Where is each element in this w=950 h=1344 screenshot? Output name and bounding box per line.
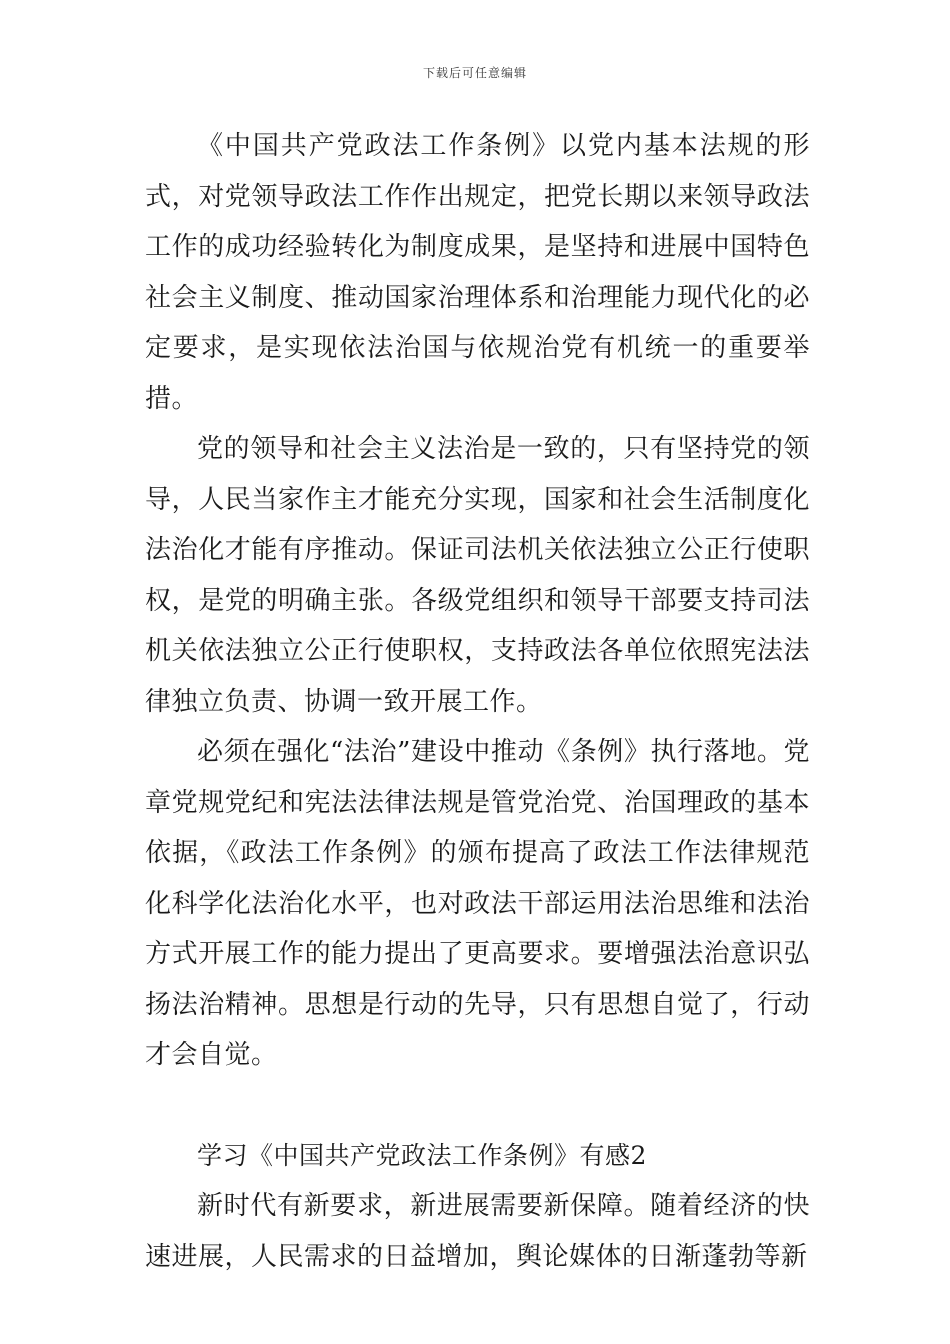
section-heading: 学习《中国共产党政法工作条例》有感2 [197, 1140, 647, 1170]
paragraph-2: 党的领导和社会主义法治是一致的，只有坚持党的领导，人民当家作主才能充分实现，国家和社会生活制度化法治化才能有序推动。保证司法机关依法独立公正行使职权，是党的明确主张。各级党组织和领导干部要支持司法机关依法独立公正行使职权，支持政法各单位依照宪法法律独立负责、协调一致开展工作。 [145, 434, 810, 717]
document-body [145, 121, 810, 1282]
page-header-note: 下载后可任意编辑 [422, 66, 527, 80]
paragraph-1: 《中国共产党政法工作条例》以党内基本法规的形式，对党领导政法工作作出规定，把党长期以来领导政法工作的成功经验转化为制度成果，是坚持和进展中国特色社会主义制度、推动国家治理体系和治理能力现代化的必定要求，是实现依法治国与依规治党有机统一的重要举措。 [145, 131, 810, 414]
paragraph-3: 必须在强化“法治”建设中推动《条例》执行落地。党章党规党纪和宪法法律法规是管党治党、治国理政的基本依据，《政法工作条例》的颁布提高了政法工作法律规范化科学化法治化水平，也对政法干部运用法治思维和法治方式开展工作的能力提出了更高要求。要增强法治意识弘扬法治精神。思想是行动的先导，只有思想自觉了，行动才会自觉。 [145, 737, 810, 1070]
paragraph-4: 新时代有新要求，新进展需要新保障。随着经济的快速进展，人民需求的日益增加，舆论媒体的日渐蓬勃等新 [145, 1191, 810, 1272]
